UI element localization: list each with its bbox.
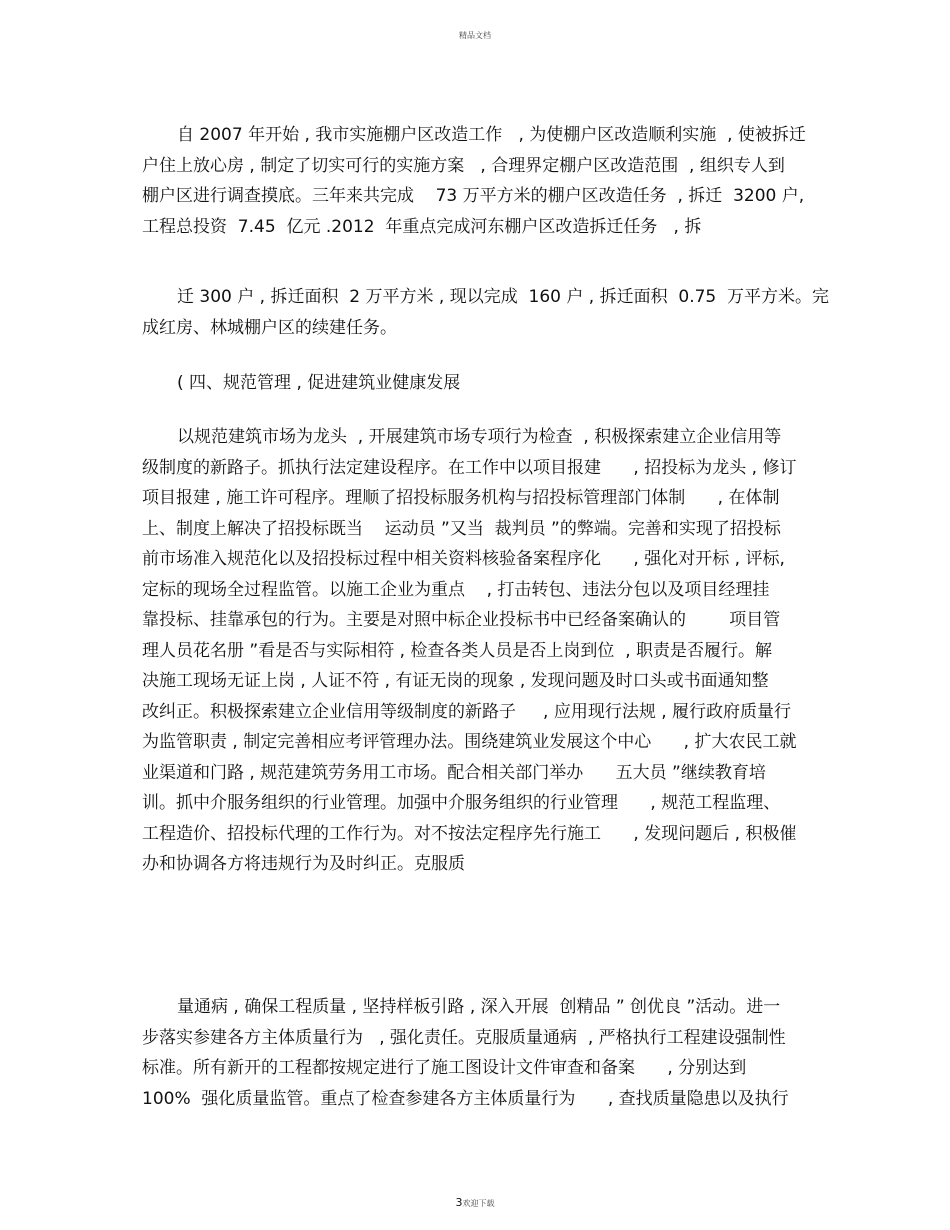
paragraph-line: 棚户区进行调查摸底。三年来共完成 73 万平方米的棚户区改造任务 , 拆迁 3200 户,	[142, 186, 805, 206]
paragraph-line: 上、制度上解决了招投标既当 运动员 ”又当 裁判员 ”的弊端。完善和实现了招投标	[142, 518, 781, 539]
paragraph-line: 改纠正。积极探索建立企业信用等级制度的新路子 , 应用现行法规 , 履行政府质量行	[142, 701, 792, 722]
paragraph-line: 工程造价、招投标代理的工作行为。对不按法定程序先行施工 , 发现问题后 , 积极催	[142, 823, 797, 844]
paragraph-line: 100% 强化质量监管。重点了检查参建各方主体质量行为 , 查找质量隐患以及执行	[142, 1088, 789, 1109]
paragraph-line: 业渠道和门路 , 规范建筑劳务用工市场。配合相关部门举办 五大员 ”继续教育培	[142, 762, 766, 783]
paragraph-line: 户住上放心房 , 制定了切实可行的实施方案 , 合理界定棚户区改造范围 , 组织专人到	[142, 155, 785, 176]
paragraph-line: 量通病 , 确保工程质量 , 坚持样板引路 , 深入开展 创精品 ” 创优良 ”活动。进一	[177, 997, 781, 1017]
paragraph-line: 以规范建筑市场为龙头 , 开展建筑市场专项行为检查 , 积极探索建立企业信用等	[177, 427, 782, 447]
paragraph-1	[142, 120, 812, 242]
paragraph-4	[142, 992, 812, 1114]
paragraph-2	[142, 282, 830, 343]
paragraph-line: 标准。所有新开的工程都按规定进行了施工图设计文件审查和备案 , 分别达到	[142, 1058, 747, 1078]
paragraph-line: 步落实参建各方主体质量行为 , 强化责任。克服质量通病 , 严格执行工程建设强制性	[142, 1027, 786, 1048]
paragraph-line: 决施工现场无证上岗 , 人证不符 , 有证无岗的现象 , 发现问题及时口头或书面通知整	[142, 671, 769, 691]
footer-caption: 欢迎下载	[462, 1199, 495, 1208]
paragraph-line: 办和协调各方将违规行为及时纠正。克服质	[142, 854, 465, 874]
paragraph-line: 自 2007 年开始 , 我市实施棚户区改造工作 , 为使棚户区改造顺利实施 , 使被拆迁	[177, 125, 806, 145]
section-heading	[142, 368, 812, 399]
paragraph-line: 成红房、林城棚户区的续建任务。	[142, 317, 397, 338]
paragraph-3	[142, 422, 812, 880]
paragraph-line: 为监管职责 , 制定完善相应考评管理办法。围绕建筑业发展这个中心 , 扩大农民工就	[142, 732, 797, 752]
page-number: 3	[455, 1196, 463, 1209]
paragraph-line: 前市场准入规范化以及招投标过程中相关资料核验备案程序化 , 强化对开标 , 评标,	[142, 549, 785, 569]
paragraph-line: 训。抓中介服务组织的行业管理。加强中介服务组织的行业管理 , 规范工程监理、	[142, 793, 781, 813]
page-footer	[0, 1196, 950, 1209]
paragraph-line: 项目报建 , 施工许可程序。理顺了招投标服务机构与招投标管理部门体制 , 在体制	[142, 488, 780, 508]
header-text: 精品文档	[459, 31, 491, 40]
paragraph-line: 理人员花名册 ”看是否与实际相符 , 检查各类人员是否上岗到位 , 职责是否履行。解	[142, 640, 773, 661]
section-heading-text: ( 四、规范管理 , 促进建筑业健康发展	[177, 373, 461, 393]
paragraph-line: 工程总投资 7.45 亿元 .2012 年重点完成河东棚户区改造拆迁任务 , 拆	[142, 216, 702, 237]
paragraph-line: 靠投标、挂靠承包的行为。主要是对照中标企业投标书中已经备案确认的 项目管	[142, 610, 781, 630]
paragraph-line: 级制度的新路子。抓执行法定建设程序。在工作中以项目报建 , 招投标为龙头 , 修订	[142, 457, 797, 478]
paragraph-line: 迁 300 户 , 拆迁面积 2 万平方米 , 现以完成 160 户 , 拆迁面积 0.75 万平方米。完	[177, 287, 830, 307]
page-header	[0, 30, 950, 41]
paragraph-line: 定标的现场全过程监管。以施工企业为重点 , 打击转包、违法分包以及项目经理挂	[142, 579, 770, 600]
